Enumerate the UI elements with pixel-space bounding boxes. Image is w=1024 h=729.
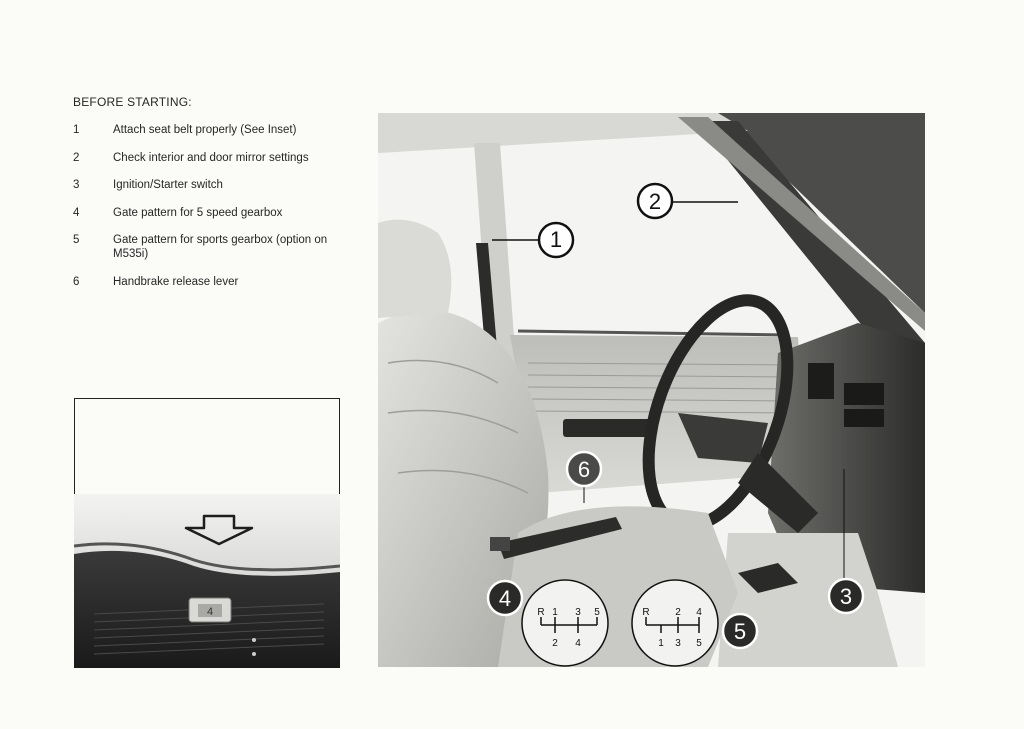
list-item — [73, 206, 343, 220]
callout-6-label: 6 — [577, 457, 591, 482]
gate4-4: 4 — [575, 638, 581, 649]
interior-photo — [378, 113, 925, 667]
item-text: Attach seat belt properly (See Inset) — [113, 124, 297, 136]
instruction-list — [73, 123, 343, 302]
inset-photo — [74, 494, 340, 668]
gate4-1: 1 — [552, 607, 558, 618]
callout-1 — [539, 223, 573, 257]
list-item — [73, 178, 343, 192]
item-number: 6 — [73, 275, 80, 288]
callout-3 — [829, 579, 863, 613]
inset-frame — [74, 398, 340, 495]
item-text: Ignition/Starter switch — [113, 179, 223, 191]
item-number: 2 — [73, 151, 80, 164]
item-number: 4 — [73, 206, 80, 219]
callout-4-label: 4 — [498, 586, 512, 611]
gate5-2: 2 — [675, 607, 681, 618]
gate4-5: 5 — [594, 607, 600, 618]
item-number: 5 — [73, 234, 80, 246]
gate4-3: 3 — [575, 607, 581, 618]
callout-6 — [567, 452, 601, 486]
list-item — [73, 275, 343, 289]
item-text: Check interior and door mirror settings — [113, 151, 309, 164]
gate-pattern-standard — [522, 580, 608, 666]
callout-2 — [638, 184, 672, 218]
gate4-r: R — [537, 607, 545, 618]
page-heading: BEFORE STARTING: — [73, 95, 192, 109]
gate5-1: 1 — [658, 638, 664, 649]
callout-5 — [723, 614, 757, 648]
gate5-5: 5 — [696, 638, 702, 649]
gate5-r: R — [642, 607, 650, 618]
list-item — [73, 123, 343, 137]
inset-badge-text: 4 — [206, 606, 214, 618]
gate4-2: 2 — [552, 638, 558, 649]
gate5-4: 4 — [696, 607, 702, 618]
item-number: 1 — [73, 124, 80, 136]
callout-2-label: 2 — [648, 189, 662, 214]
item-text: Gate pattern for 5 speed gearbox — [113, 206, 283, 219]
list-item — [73, 233, 343, 261]
callout-3-label: 3 — [839, 584, 853, 609]
item-text: Handbrake release lever — [113, 275, 239, 288]
gate-pattern-sports — [632, 580, 718, 666]
gate5-3: 3 — [675, 638, 681, 649]
callout-4 — [488, 581, 522, 615]
callout-5-label: 5 — [733, 619, 747, 644]
callout-1-label: 1 — [549, 227, 563, 252]
list-item — [73, 151, 343, 165]
item-text: Gate pattern for sports gearbox (option on M535i) — [113, 234, 328, 260]
item-number: 3 — [73, 179, 80, 191]
